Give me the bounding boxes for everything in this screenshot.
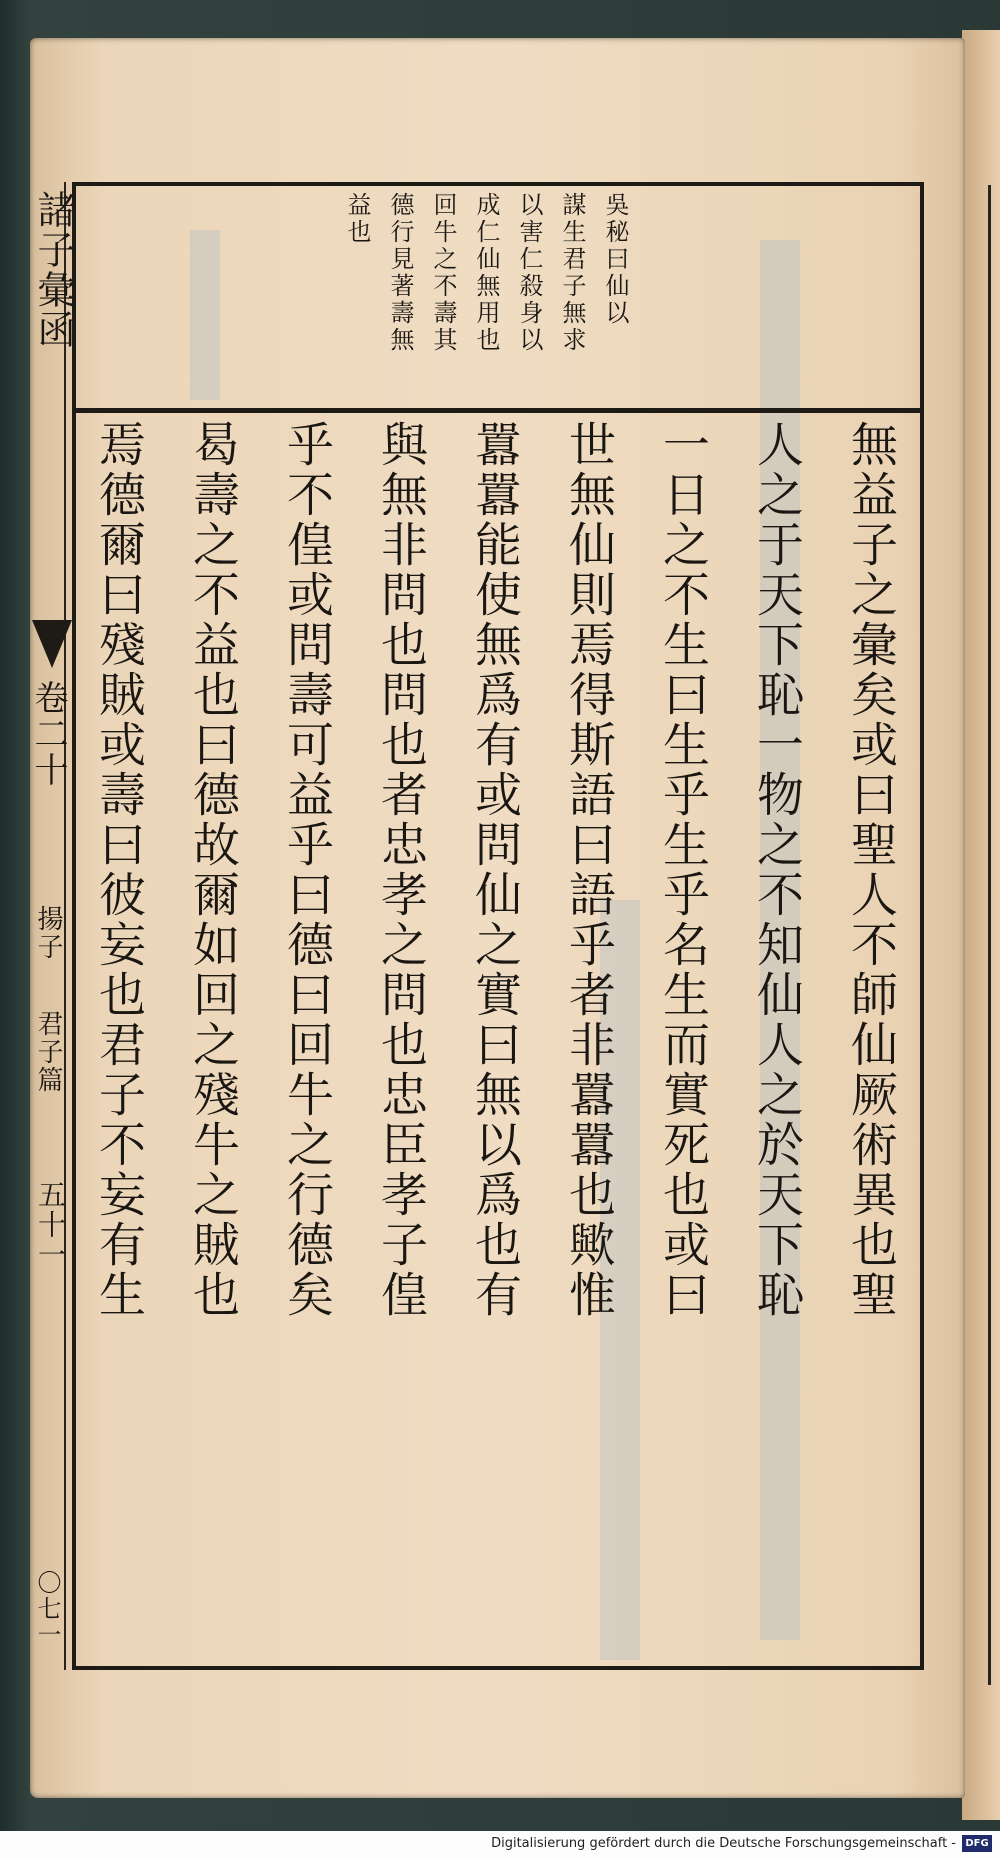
text-column: 焉德爾曰殘賊或壽曰彼妄也君子不妄有生 bbox=[91, 420, 146, 1320]
text-column: 乎不偟或問壽可益乎曰德曰回牛之行德矣 bbox=[279, 420, 334, 1320]
text-column: 無益子之彙矣或曰聖人不師仙厥術異也聖 bbox=[843, 420, 898, 1320]
volume-label: 卷二十 bbox=[28, 680, 68, 788]
adjacent-page-edge bbox=[962, 30, 1000, 1820]
header-note-column: 益也 bbox=[343, 192, 371, 246]
adjacent-page-frame-line bbox=[988, 185, 991, 1685]
text-column: 與無非問也問也者忠孝之問也忠臣孝子偟 bbox=[373, 420, 428, 1320]
header-note-column: 吳秘曰仙以 bbox=[601, 192, 629, 327]
book-title: 諸子彙函 bbox=[31, 190, 75, 350]
header-note-column: 以害仁殺身以 bbox=[515, 192, 543, 354]
text-column: 一日之不生曰生乎生乎名生而實死也或曰 bbox=[655, 420, 710, 1320]
dfg-logo: DFG bbox=[962, 1835, 992, 1852]
digitization-credit: Digitalisierung gefördert durch die Deutsche Forschungsgemeinschaft - bbox=[491, 1836, 956, 1851]
text-column: 曷壽之不益也曰德故爾如回之殘牛之賊也 bbox=[185, 420, 240, 1320]
text-column: 人之于天下恥一物之不知仙人之於天下恥 bbox=[749, 420, 804, 1320]
header-divider bbox=[72, 408, 924, 413]
page-number: 〇七一 bbox=[33, 1570, 61, 1648]
header-note-column: 回牛之不壽其 bbox=[429, 192, 457, 354]
leaf-number: 五十一 bbox=[34, 1180, 67, 1270]
chapter-label: 君子篇 bbox=[33, 1010, 63, 1094]
fish-tail-mark bbox=[32, 620, 72, 668]
text-column: 囂囂能使無爲有或問仙之實曰無以爲也有 bbox=[467, 420, 522, 1320]
header-note-column: 德行見著壽無 bbox=[386, 192, 414, 354]
header-note-column: 成仁仙無用也 bbox=[472, 192, 500, 354]
text-column: 世無仙則焉得斯語曰語乎者非囂囂也歟惟 bbox=[561, 420, 616, 1320]
author-label: 揚子 bbox=[33, 905, 63, 961]
header-note-column: 謀生君子無求 bbox=[558, 192, 586, 354]
